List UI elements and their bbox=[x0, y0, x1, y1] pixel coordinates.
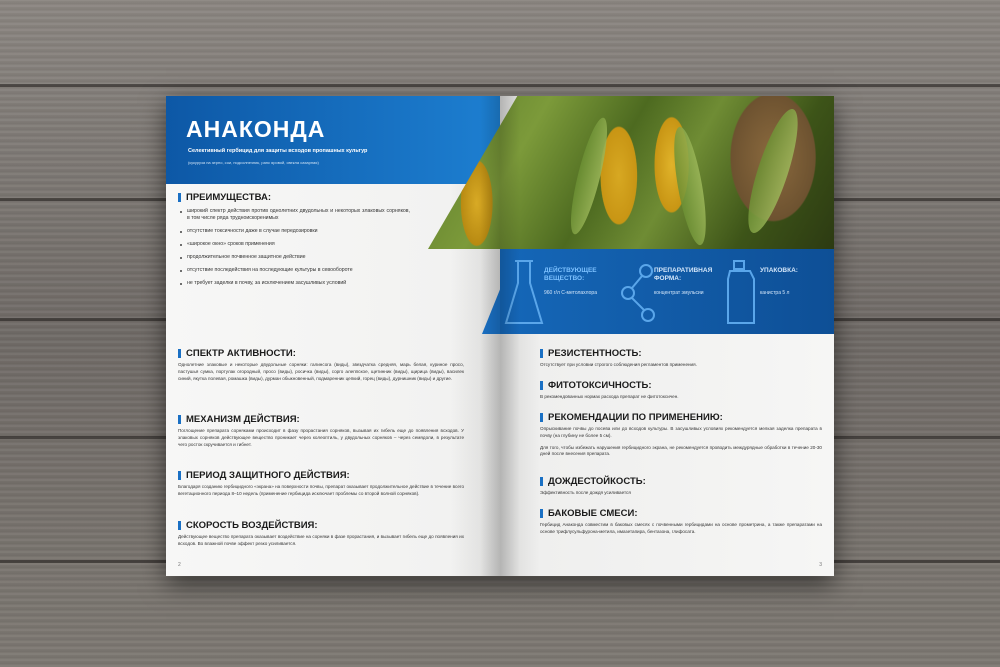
mechanism-section bbox=[178, 414, 464, 448]
list-item: продолжительное почвенное защитное действие bbox=[178, 254, 410, 261]
active-ingredient-value: 960 г/л С-метолахлора bbox=[544, 290, 597, 296]
packaging-value: канистра 5 л bbox=[760, 290, 790, 296]
section-heading bbox=[540, 412, 822, 423]
section-heading-text: РЕЗИСТЕНТНОСТЬ: bbox=[548, 348, 642, 359]
advantages-list bbox=[178, 208, 410, 287]
resistance-section bbox=[540, 348, 822, 369]
section-marker bbox=[540, 413, 543, 422]
section-body: Эффективность после дождя усиливается bbox=[540, 490, 631, 495]
wood-plank-seam bbox=[0, 84, 1000, 87]
section-heading-text: ПЕРИОД ЗАЩИТНОГО ДЕЙСТВИЯ: bbox=[186, 470, 350, 481]
corn-leaf bbox=[668, 125, 712, 247]
canister-icon bbox=[724, 257, 764, 329]
formulation-value: концентрат эмульсии bbox=[654, 290, 704, 296]
advantages-section bbox=[178, 192, 410, 293]
section-body: Благодаря созданию гербицидного «экрана» на поверхности почвы, препарат оказывает продолжительное действие в течение всего вегетационного периода 8–10 недель (применение гербицида исключает проблемы со второй волной сорняков). bbox=[178, 484, 464, 496]
section-marker bbox=[540, 509, 543, 518]
left-page bbox=[166, 96, 500, 576]
packaging-label: УПАКОВКА: bbox=[760, 267, 798, 274]
section-body: Однолетние злаковые и некоторые двудольные сорняки: галинсога (виды), звездчатка средняя, марь белая, куриное просо, пастушья сумка, портулак огородный, просо (виды), росичка (виды), сорго алеппское, щетинник (виды), щирица (виды), василек синий, якутка полевая, ромашка (виды), дурман обыкновенный, подмаренник цепкий, горец (виды), дурнишник (виды) и другие. bbox=[178, 362, 464, 381]
section-marker bbox=[178, 349, 181, 358]
list-item: отсутствие токсичности даже в случае передозировки bbox=[178, 228, 410, 235]
section-heading bbox=[540, 476, 822, 487]
molecule-icon bbox=[618, 257, 658, 329]
section-heading-text: СКОРОСТЬ ВОЗДЕЙСТВИЯ: bbox=[186, 520, 318, 531]
section-heading bbox=[540, 508, 822, 519]
section-heading bbox=[178, 414, 464, 425]
section-body: Поглощение препарата сорняками происходит в фазу прорастания сорняков, вызывая их гибель еще до появления всходов. У злаковых сорняков действующее вещество проникает через колеоптиль, у двудольных сорняков – через семядоли, в результате чего росток скручивается и гибнет. bbox=[178, 428, 464, 447]
phytotoxicity-section bbox=[540, 380, 822, 401]
brochure-subnote: (кукуруза на зерно, сои, подсолнечник, рапс яровой, свекла сахарная) bbox=[188, 160, 319, 165]
brochure-spread bbox=[166, 96, 834, 576]
formulation-label: ПРЕПАРАТИВНАЯ ФОРМА: bbox=[654, 267, 713, 282]
flask-icon bbox=[504, 257, 544, 329]
corn-leaf bbox=[564, 115, 614, 237]
list-item: «широкое окно» сроков применения bbox=[178, 241, 410, 248]
section-heading-text: БАКОВЫЕ СМЕСИ: bbox=[548, 508, 638, 519]
page-number-left: 2 bbox=[178, 562, 181, 568]
section-marker bbox=[178, 471, 181, 480]
section-marker bbox=[540, 381, 543, 390]
brochure-subtitle: Селективный гербицид для защиты всходов пропашных культур bbox=[188, 148, 368, 154]
speed-section bbox=[178, 520, 464, 548]
list-item: отсутствие последействия на последующие культуры в севообороте bbox=[178, 267, 410, 274]
recommendations-section bbox=[540, 412, 822, 458]
section-heading-text: МЕХАНИЗМ ДЕЙСТВИЯ: bbox=[186, 414, 300, 425]
brochure-title: АНАКОНДА bbox=[186, 116, 326, 142]
section-heading-text: СПЕКТР АКТИВНОСТИ: bbox=[186, 348, 296, 359]
section-heading bbox=[178, 470, 464, 481]
list-item: широкий спектр действия против однолетних двудольных и некоторых злаковых сорняков, в том числе ряда трудноискоренимых bbox=[178, 208, 410, 222]
section-body: Действующее вещество препарата оказывает воздействие на сорняки в фазе прорастания, и вызывает гибель еще до появления их всходов. Во влажной почве эффект резко усиливается. bbox=[178, 534, 464, 546]
section-marker bbox=[178, 193, 181, 202]
section-marker bbox=[178, 415, 181, 424]
section-body: Опрыскивание почвы до посева или до всходов культуры. В засушливых условиях рекомендуется мелкая заделка препарата в почву (на глубину не более 5 см). bbox=[540, 426, 822, 438]
product-info-band bbox=[500, 249, 834, 334]
advantages-heading bbox=[178, 192, 410, 203]
section-marker bbox=[540, 477, 543, 486]
section-heading-text: ДОЖДЕСТОЙКОСТЬ: bbox=[548, 476, 646, 487]
tank-mix-section bbox=[540, 508, 822, 536]
spectrum-section bbox=[178, 348, 464, 382]
section-heading bbox=[540, 380, 822, 391]
section-body: Отсутствует при условии строгого соблюдения регламентов применения. bbox=[540, 362, 697, 367]
section-marker bbox=[540, 349, 543, 358]
section-heading bbox=[178, 348, 464, 359]
section-body: Гербицид Анаконда совместим в баковых смесях с почвенными гербицидами на основе прометрина, а также препаратами на основе трифлусульфурона-метила, имазетапира, бентазона, глифосата. bbox=[540, 522, 822, 534]
advantages-heading-text: ПРЕИМУЩЕСТВА: bbox=[186, 192, 272, 203]
protection-period-section bbox=[178, 470, 464, 498]
section-heading bbox=[178, 520, 464, 531]
page-number-right: 3 bbox=[819, 562, 822, 568]
section-heading-text: РЕКОМЕНДАЦИИ ПО ПРИМЕНЕНИЮ: bbox=[548, 412, 723, 423]
section-marker bbox=[178, 521, 181, 530]
section-heading bbox=[540, 348, 822, 359]
section-body-extra: Для того, чтобы избежать нарушения гербицидного экрана, не рекомендуется проводить междурядные обработки в течение 20-30 дней после внесения препарата. bbox=[540, 444, 822, 457]
active-ingredient-label: ДЕЙСТВУЮЩЕЕ ВЕЩЕСТВО: bbox=[544, 267, 597, 282]
corn-leaf bbox=[739, 105, 808, 238]
section-body: В рекомендованных нормах расхода препарат не фитотоксичен. bbox=[540, 394, 679, 399]
section-heading-text: ФИТОТОКСИЧНОСТЬ: bbox=[548, 380, 652, 391]
rainfastness-section bbox=[540, 476, 822, 497]
list-item: не требует заделки в почву, за исключением засушливых условий bbox=[178, 280, 410, 287]
